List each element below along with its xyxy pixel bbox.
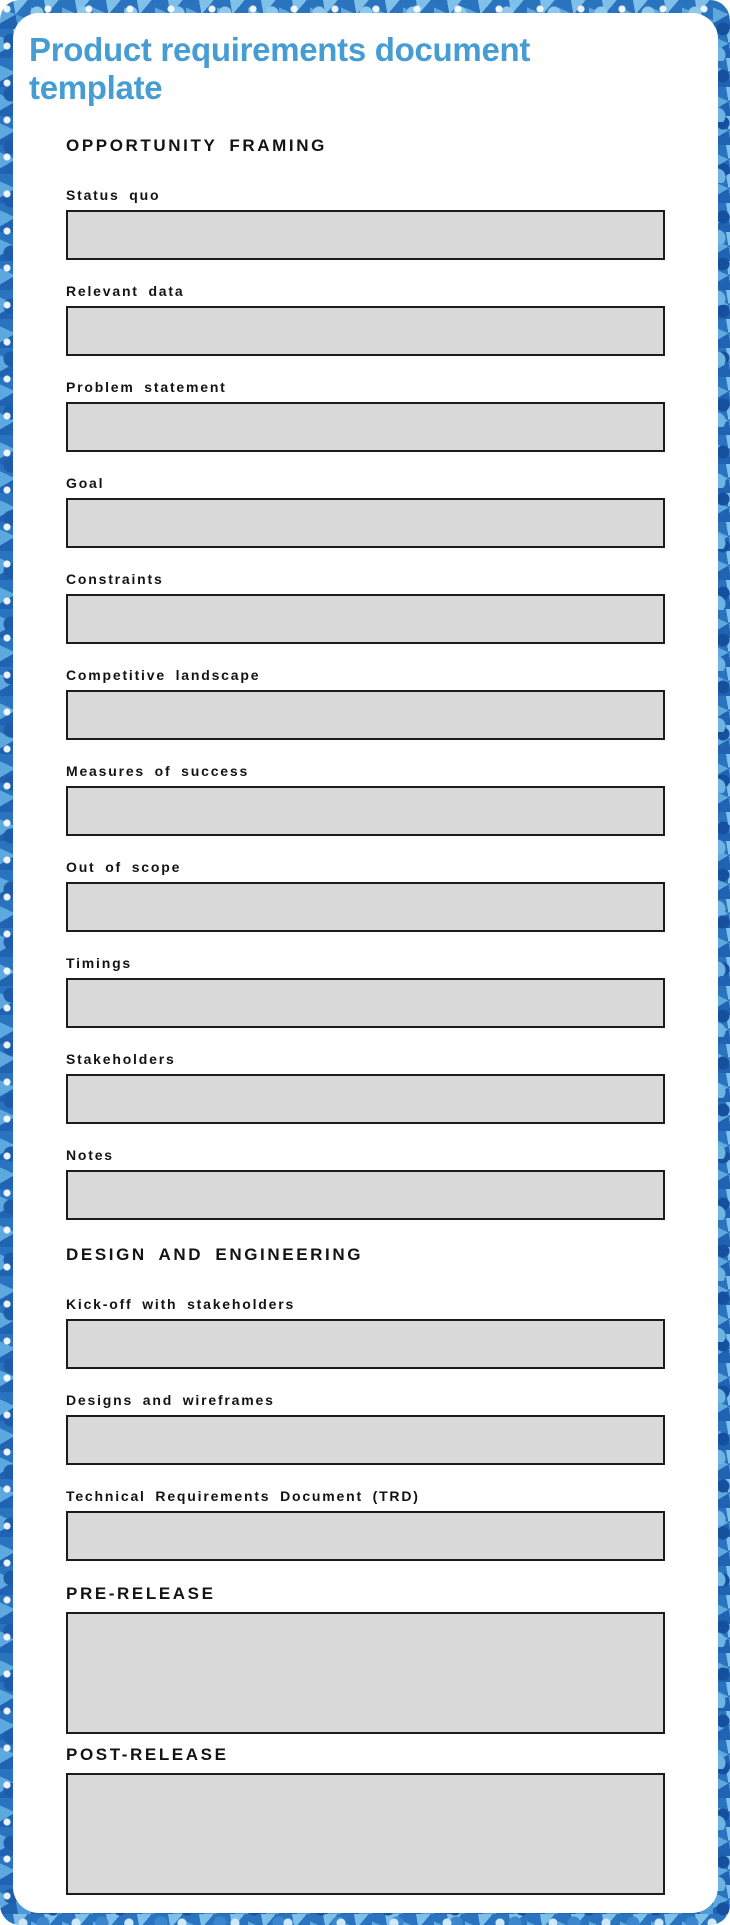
field-input-box-designs-and-wireframes[interactable] [66,1415,665,1465]
field-input-box-status-quo[interactable] [66,210,665,260]
field-label-technical-requirements-document-trd: Technical Requirements Document (TRD) [66,1488,420,1504]
field-timings [66,956,665,1028]
field-label-competitive-landscape: Competitive landscape [66,667,261,683]
section-post-release [66,1746,665,1895]
sections-container [66,137,665,1895]
field-label-relevant-data: Relevant data [66,283,185,299]
field-goal [66,476,665,548]
field-input-box-competitive-landscape[interactable] [66,690,665,740]
field-input-box-problem-statement[interactable] [66,402,665,452]
field-label-notes: Notes [66,1147,114,1163]
document-card [13,13,718,1913]
field-input-box-relevant-data[interactable] [66,306,665,356]
section-heading-design-and-engineering: DESIGN AND ENGINEERING [66,1245,364,1264]
field-input-box-kick-off-with-stakeholders[interactable] [66,1319,665,1369]
field-input-box-technical-requirements-document-trd[interactable] [66,1511,665,1561]
field-label-problem-statement: Problem statement [66,379,227,395]
field-input-box-goal[interactable] [66,498,665,548]
field-technical-requirements-document-trd [66,1489,665,1561]
field-competitive-landscape [66,668,665,740]
field-constraints [66,572,665,644]
field-label-designs-and-wireframes: Designs and wireframes [66,1392,275,1408]
field-stakeholders [66,1052,665,1124]
section-heading-pre-release: PRE-RELEASE [66,1584,216,1603]
section-input-box-post-release[interactable] [66,1773,665,1895]
section-pre-release [66,1585,665,1734]
field-problem-statement [66,380,665,452]
field-input-box-stakeholders[interactable] [66,1074,665,1124]
field-label-timings: Timings [66,955,133,971]
field-out-of-scope [66,860,665,932]
field-label-out-of-scope: Out of scope [66,859,182,875]
field-input-box-timings[interactable] [66,978,665,1028]
field-label-stakeholders: Stakeholders [66,1051,176,1067]
section-heading-opportunity-framing: OPPORTUNITY FRAMING [66,136,327,155]
field-status-quo [66,188,665,260]
field-measures-of-success [66,764,665,836]
field-input-box-notes[interactable] [66,1170,665,1220]
page-title: Product requirements document template [29,31,531,106]
section-heading-post-release: POST-RELEASE [66,1745,229,1764]
field-input-box-measures-of-success[interactable] [66,786,665,836]
field-label-measures-of-success: Measures of success [66,763,250,779]
field-relevant-data [66,284,665,356]
field-kick-off-with-stakeholders [66,1297,665,1369]
section-input-box-pre-release[interactable] [66,1612,665,1734]
field-notes [66,1148,665,1220]
section-opportunity-framing [66,137,665,1220]
field-label-constraints: Constraints [66,571,164,587]
field-input-box-out-of-scope[interactable] [66,882,665,932]
field-label-kick-off-with-stakeholders: Kick-off with stakeholders [66,1296,296,1312]
field-designs-and-wireframes [66,1393,665,1465]
section-design-and-engineering [66,1246,665,1561]
field-label-goal: Goal [66,475,105,491]
field-label-status-quo: Status quo [66,187,161,203]
field-input-box-constraints[interactable] [66,594,665,644]
